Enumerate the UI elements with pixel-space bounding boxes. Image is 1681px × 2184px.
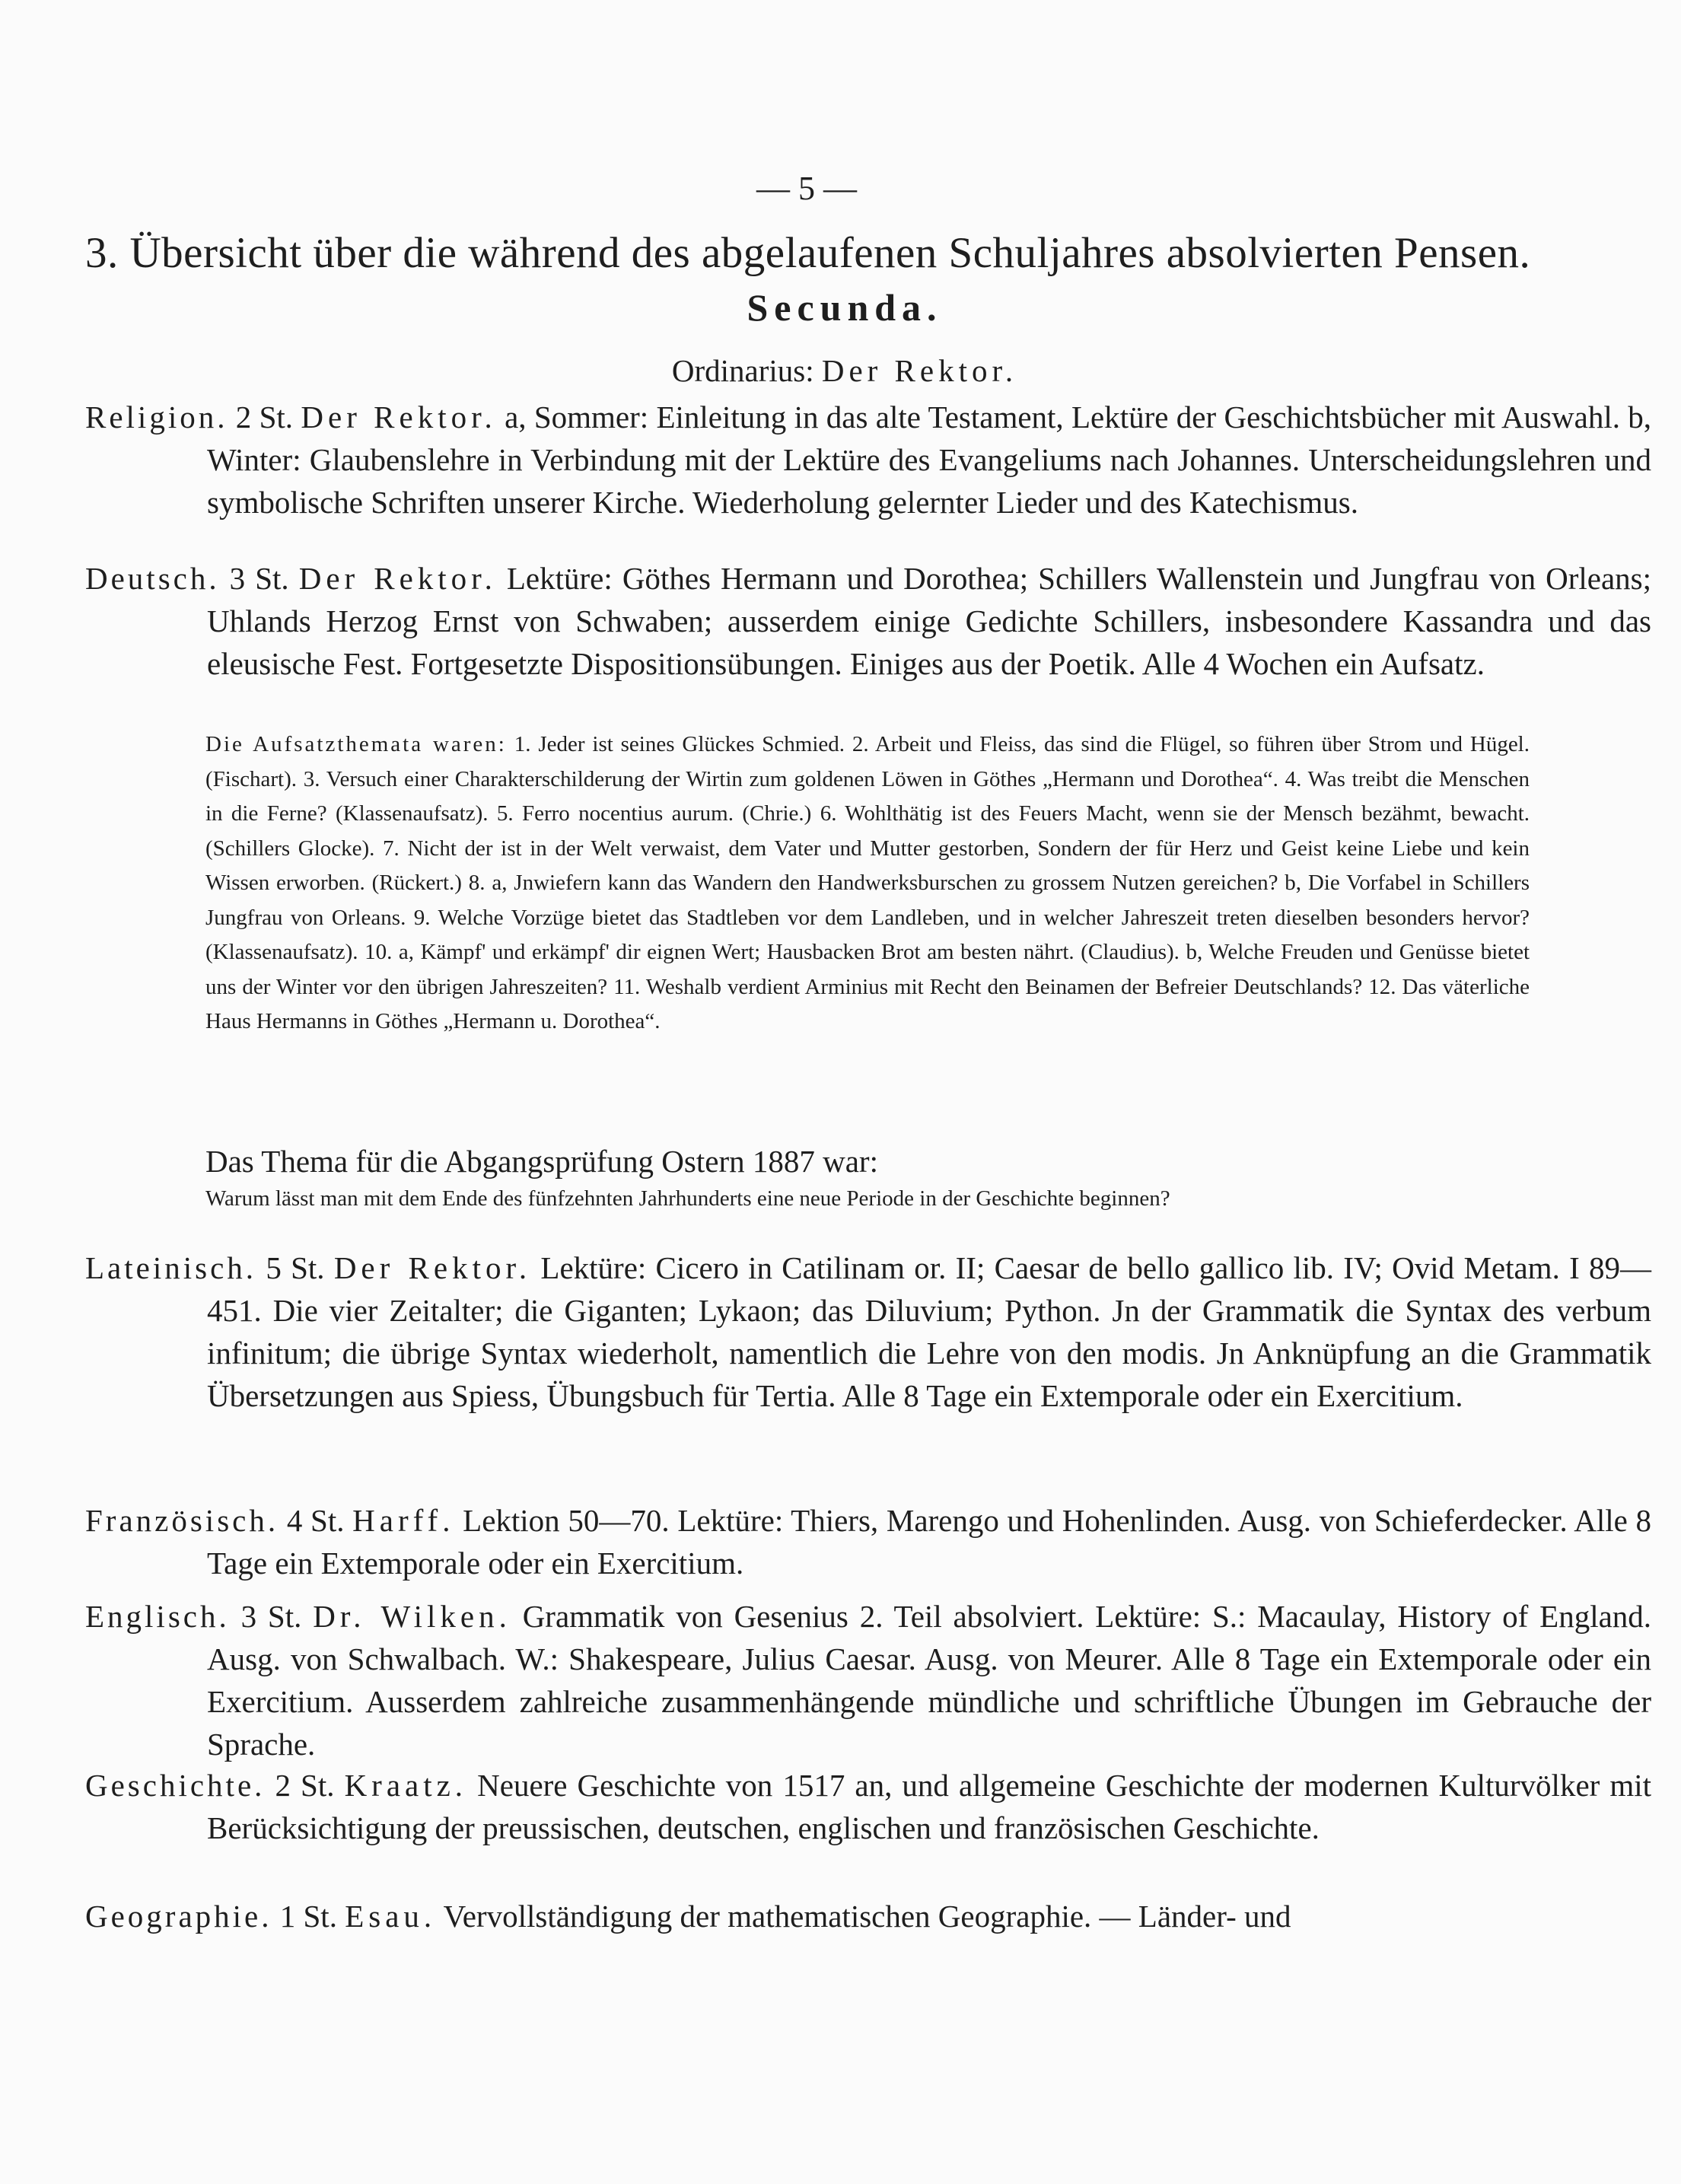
section-geographie (85, 1895, 1651, 1937)
subject-label: Englisch. (85, 1599, 230, 1634)
section-franzoesisch (85, 1499, 1651, 1584)
section-latein (85, 1246, 1651, 1417)
section-text: a, Sommer: Einleitung in das alte Testament, Lektüre der Geschichtsbücher mit Auswahl. b, Winter: Glaubenslehre in Verbindung mit der Lektüre des Evangeliums nach Johannes. Unterscheidungslehren und symbolische Schriften unserer Kirche. Wiederholung gelernter Lieder und des Katechismus. (207, 400, 1652, 520)
section-text: Grammatik von Gesenius 2. Teil absolviert. Lektüre: S.: Macaulay, History of England. Ausg. von Schwalbach. W.: Shakespeare, Julius Caesar. Ausg. von Meurer. Alle 8 Tage ein Extemporale oder ein Exercitium. Ausserdem zahlreiche zusammenhängende mündliche und schriftliche Übungen im Gebrauche der Sprache. (207, 1599, 1652, 1762)
teacher: Der Rektor. (333, 1250, 532, 1285)
ordinarius-label: Ordinarius: (671, 353, 814, 388)
hours: 5 St. (266, 1250, 325, 1285)
aufsatz-text: 1. Jeder ist seines Glückes Schmied. 2. Arbeit und Fleiss, das sind die Flügel, so führen über Strom und Hügel. (Fischart). 3. Versuch einer Charakterschilderung der Wirtin zum goldenen Löwen in Göthes „Hermann und Dorothea“. 4. Was treibt die Menschen in die Ferne? (Klassenaufsatz). 5. Ferro nocentius aurum. (Chrie.) 6. Wohlthätig ist des Feuers Macht, wenn sie der Mensch bezähmt, bewacht. (Schillers Glocke). 7. Nicht der ist in der Welt verwaist, dem Vater und Mutter gestorben, Sondern der für Herz und Geist keine Liebe und kein Wissen erworben. (Rückert.) 8. a, Jnwiefern kann das Wandern den Handwerksburschen zu grossem Nutzen gereichen? b, Die Vorfabel in Schillers Jungfrau von Orleans. 9. Welche Vorzüge bietet das Stadtleben vor dem Landleben, und in welcher Jahreszeit treten dieselben besonders hervor? (Klassenaufsatz). 10. a, Kämpf' und erkämpf' dir eignen Wert; Hausbacken Brot am besten nährt. (Claudius). b, Welche Freuden und Genüsse bietet uns der Winter vor den übrigen Jahreszeiten? 11. Weshalb verdient Arminius mit Recht den Beinamen der Befreier Deutschlands? 12. Das väterliche Haus Hermanns in Göthes „Hermann u. Dorothea“. (205, 732, 1530, 1033)
hours: 4 St. (286, 1503, 345, 1538)
hours: 3 St. (240, 1599, 302, 1634)
ordinarius-name: Der Rektor. (821, 353, 1018, 388)
section-text: Lektüre: Göthes Hermann und Dorothea; Schillers Wallenstein und Jungfrau von Orleans; Uhlands Herzog Ernst von Schwaben; ausserdem einige Gedichte Schillers, insbesondere Kassandra und das eleusische Fest. Fortgesetzte Dispositionsübungen. Einiges aus der Poetik. Alle 4 Wochen ein Aufsatz. (207, 561, 1652, 681)
subject-label: Religion. (85, 400, 228, 435)
subject-label: Deutsch. (85, 561, 220, 596)
section-englisch (85, 1595, 1651, 1765)
hours: 1 St. (279, 1899, 337, 1934)
subject-label: Geographie. (85, 1899, 272, 1934)
hours: 2 St. (275, 1768, 335, 1803)
section-text: Vervollständigung der mathematischen Geographie. — Länder- und (443, 1899, 1291, 1934)
subject-label: Französisch. (85, 1503, 279, 1538)
teacher: Harff. (352, 1503, 455, 1538)
aufsatz-label: Die Aufsatzthemata waren: (205, 732, 507, 756)
subject-label: Lateinisch. (85, 1250, 257, 1285)
ordinarius-line (533, 352, 1157, 389)
teacher: Der Rektor. (298, 561, 497, 596)
section-heading: 3. Übersicht über die während des abgelaufenen Schuljahres absolvierten Pensen. (85, 229, 1531, 277)
hours: 2 St. (235, 400, 294, 435)
section-deutsch (85, 557, 1651, 685)
page-number: — 5 — (756, 170, 857, 207)
class-name: Secunda. (747, 286, 943, 329)
teacher: Der Rektor. (301, 400, 497, 435)
section-text: Lektüre: Cicero in Catilinam or. II; Caesar de bello gallico lib. IV; Ovid Metam. I 89—451. Die vier Zeitalter; die Giganten; Lykaon; das Diluvium; Python. Jn der Grammatik die Syntax des verbum infinitum; die übrige Syntax wiederholt, namentlich die Lehre von den modis. Jn Anknüpfung an die Grammatik Übersetzungen aus Spiess, Übungsbuch für Tertia. Alle 8 Tage ein Extemporale oder ein Exercitium. (207, 1250, 1652, 1413)
subject-label: Geschichte. (85, 1768, 266, 1803)
hours: 3 St. (229, 561, 289, 596)
abgang-thema-text: Warum lässt man mit dem Ende des fünfzehnten Jahrhunderts eine neue Periode in der Geschichte beginnen? (205, 1186, 1170, 1211)
section-religion (85, 396, 1651, 524)
section-geschichte (85, 1764, 1651, 1849)
teacher: Kraatz. (344, 1768, 468, 1803)
section-text: Lektion 50—70. Lektüre: Thiers, Marengo und Hohenlinden. Ausg. von Schieferdecker. Alle 8 Tage ein Extemporale oder ein Exercitium. (207, 1503, 1652, 1581)
teacher: Esau. (345, 1899, 437, 1934)
section-text: Neuere Geschichte von 1517 an, und allgemeine Geschichte der modernen Kulturvölker mit Berücksichtigung der preussischen, deutschen, englischen und französischen Geschichte. (207, 1768, 1652, 1845)
aufsatz-themata (205, 727, 1530, 1039)
teacher: Dr. Wilken. (313, 1599, 511, 1634)
abgang-thema-label: Das Thema für die Abgangsprüfung Ostern 1887 war: (205, 1144, 878, 1179)
